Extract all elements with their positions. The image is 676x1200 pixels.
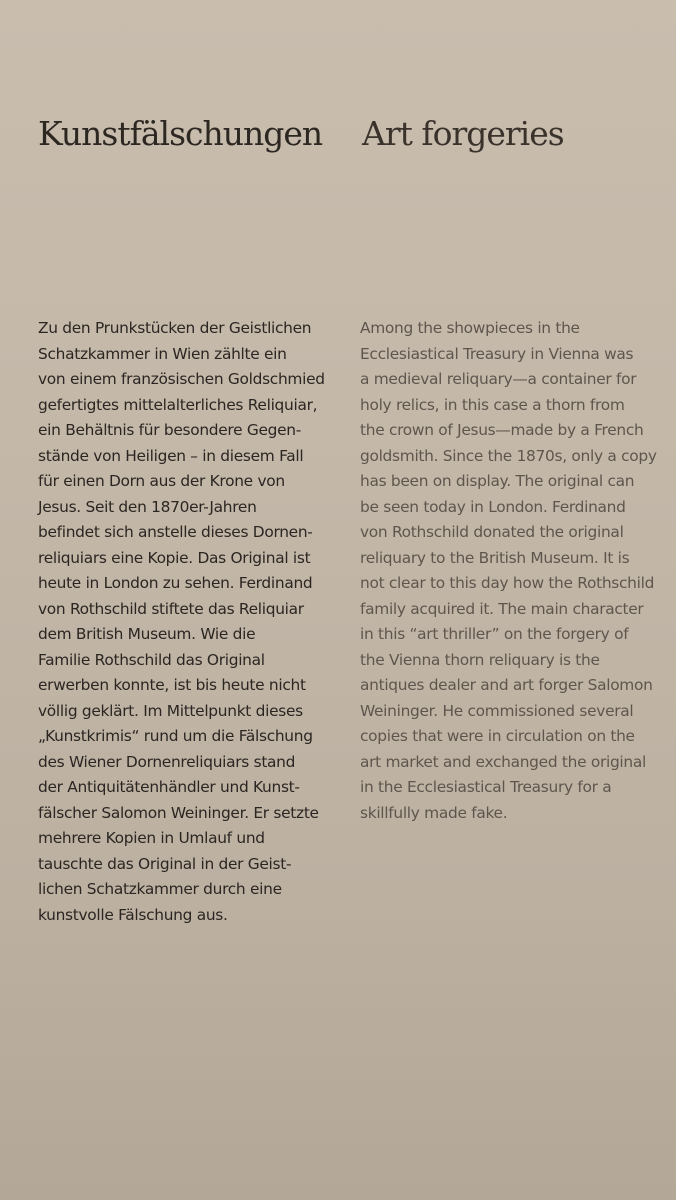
text-line: antiques dealer and art forger Salomon	[360, 676, 653, 694]
text-line: erwerben konnte, ist bis heute nicht	[38, 676, 306, 694]
text-line: has been on display. The original can	[360, 472, 635, 490]
text-line: art market and exchanged the original	[360, 752, 646, 771]
text-line: family acquired it. The main character	[360, 599, 644, 618]
text-line: be seen today in London. Ferdinand	[360, 497, 626, 516]
text-line: in this “art thriller” on the forgery of	[360, 625, 629, 643]
text-line: von Rothschild stiftete das Reliquiar	[38, 599, 304, 618]
text-line: goldsmith. Since the 1870s, only a copy	[360, 446, 657, 465]
text-line: Schatzkammer in Wien zählte ein	[38, 344, 287, 363]
text-line: mehrere Kopien in Umlauf und	[38, 829, 265, 847]
text-line: Weininger. He commissioned several	[360, 701, 634, 720]
text-line: dem British Museum. Wie die	[38, 625, 256, 643]
text-column-german	[38, 316, 338, 928]
text-line: gefertigtes mittelalterliches Reliquiar,	[38, 395, 318, 414]
text-line: Jesus. Seit den 1870er-Jahren	[38, 497, 257, 516]
text-line: holy relics, in this case a thorn from	[360, 395, 625, 414]
text-line: a medieval reliquary—a container for	[360, 370, 637, 388]
text-line: befindet sich anstelle dieses Dornen-	[38, 523, 313, 541]
text-line: von einem französischen Goldschmied	[38, 370, 325, 388]
text-line: völlig geklärt. Im Mittelpunkt dieses	[38, 701, 303, 720]
text-line: der Antiquitätenhändler und Kunst-	[38, 778, 300, 796]
text-line: von Rothschild donated the original	[360, 523, 624, 541]
title-german: Kunstfälschungen	[38, 114, 323, 153]
text-line: tauschte das Original in der Geist-	[38, 854, 292, 873]
text-line: copies that were in circulation on the	[360, 727, 635, 745]
text-line: not clear to this day how the Rothschild	[360, 574, 655, 592]
text-column-english	[360, 316, 660, 826]
text-line: skillfully made fake.	[360, 803, 508, 822]
text-line: Zu den Prunkstücken der Geistlichen	[38, 319, 312, 337]
text-line: heute in London zu sehen. Ferdinand	[38, 574, 313, 592]
text-line: des Wiener Dornenreliquiars stand	[38, 752, 296, 771]
text-line: Familie Rothschild das Original	[38, 650, 265, 669]
text-line: fälscher Salomon Weininger. Er setzte	[38, 803, 319, 822]
text-line: ein Behältnis für besondere Gegen-	[38, 421, 302, 439]
text-line: kunstvolle Fälschung aus.	[38, 905, 228, 924]
text-line: Ecclesiastical Treasury in Vienna was	[360, 344, 634, 363]
text-line: the crown of Jesus—made by a French	[360, 421, 644, 439]
text-line: stände von Heiligen – in diesem Fall	[38, 446, 304, 465]
text-line: reliquary to the British Museum. It is	[360, 548, 630, 567]
text-line: für einen Dorn aus der Krone von	[38, 472, 285, 490]
text-line: „Kunstkrimis“ rund um die Fälschung	[38, 727, 313, 745]
text-line: the Vienna thorn reliquary is the	[360, 650, 600, 669]
text-line: lichen Schatzkammer durch eine	[38, 880, 282, 898]
title-english: Art forgeries	[362, 114, 564, 153]
text-line: in the Ecclesiastical Treasury for a	[360, 778, 612, 796]
text-line: reliquiars eine Kopie. Das Original ist	[38, 548, 311, 567]
text-line: Among the showpieces in the	[360, 319, 580, 337]
